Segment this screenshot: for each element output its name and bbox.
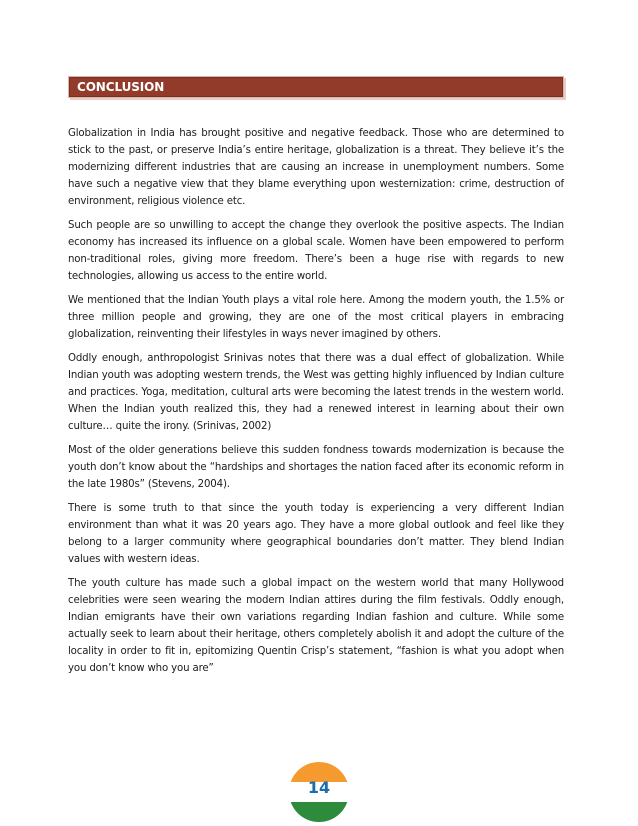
- paragraph: We mentioned that the Indian Youth plays a vital role here. Among the modern youth, the 1.5% or three million people and growing, they are one of the most critical players in embracing globalization, reinventing their lifestyles in ways never imagined by others.: [68, 295, 564, 340]
- paragraph: There is some truth to that since the youth today is experiencing a very different Indian environment than what it was 20 years ago. They have a more global outlook and feel like they belong to a larger community where geographical boundaries don’t matter. They blend Indian values with western ideas.: [68, 503, 564, 565]
- paragraph: The youth culture has made such a global impact on the western world that many Hollywood celebrities were seen wearing the modern Indian attires during the film festivals. Oddly enough, Indian emigrants have their own variations regarding Indian fashion and culture. While some actually seek to learn about their heritage, others completely abolish it and adopt the culture of the locality in order to fit in, epitomizing Quentin Crisp’s statement, “fashion is what you adopt when you don’t know who you are”: [68, 578, 564, 674]
- paragraph: Globalization in India has brought positive and negative feedback. Those who are determined to stick to the past, or preserve India’s entire heritage, globalization is a threat. They believe it’s the modernizing different industries that are causing an increase in unemployment numbers. Some have such a negative view that they blame everything upon westernization: crime, destruction of environment, religious violence etc.: [68, 128, 564, 207]
- section-heading-bar: [68, 76, 564, 98]
- paragraph: Such people are so unwilling to accept the change they overlook the positive aspects. The Indian economy has increased its influence on a global scale. Women have been empowered to perform non-traditional roles, giving more freedom. There’s been a huge rise with regards to new technologies, allowing us access to the entire world.: [68, 220, 564, 282]
- paragraph: Oddly enough, anthropologist Srinivas notes that there was a dual effect of globalization. While Indian youth was adopting western trends, the West was getting highly influenced by Indian culture and practices. Yoga, meditation, cultural arts were becoming the latest trends in the western world. When the Indian youth realized this, they had a renewed interest in learning about their own culture… quite the irony. (Srinivas, 2002): [68, 353, 564, 432]
- paragraph: Most of the older generations believe this sudden fondness towards modernization is because the youth don’t know about the “hardships and shortages the nation faced after its economic reform in the late 1980s” (Stevens, 2004).: [68, 445, 564, 490]
- page-number-badge: [289, 762, 349, 822]
- section-heading: CONCLUSION: [77, 80, 165, 94]
- page-number: 14: [307, 778, 331, 797]
- body-text: [68, 125, 564, 684]
